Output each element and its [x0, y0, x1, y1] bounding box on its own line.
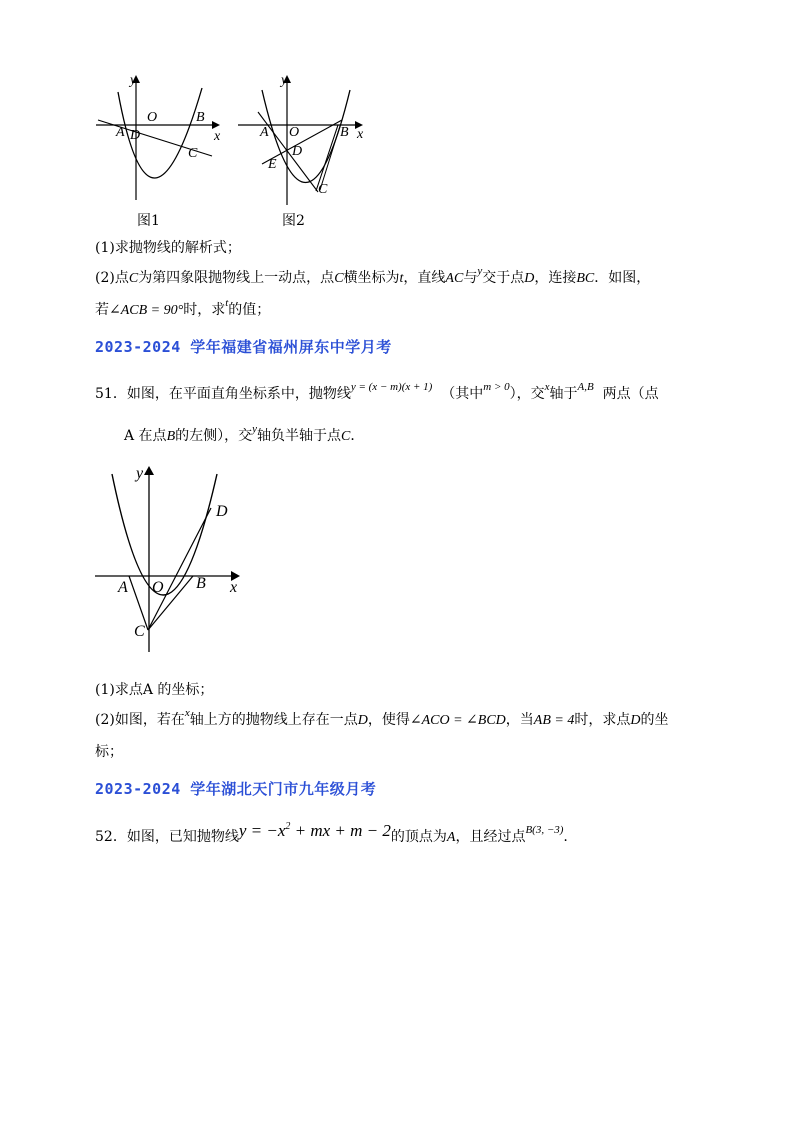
- fig3-label-O: O: [152, 579, 164, 596]
- source-heading-1: 2023-2024 学年福建省福州屏东中学月考: [95, 338, 392, 356]
- p51-question-2-line-2: 标；: [95, 744, 123, 760]
- fig3-label-D: D: [216, 503, 228, 520]
- p51-line-1: 51．如图，在平面直角坐标系中，抛物线$^{y = (x - m)(x + 1)}$ （其中$^{m > 0}$），交$^x$轴于$^{A,B}$ 两点（点: [95, 381, 659, 402]
- fig2-label-E: E: [268, 157, 277, 172]
- p50-question-1: (1)求抛物线的解析式；: [95, 240, 241, 256]
- figure-1: [90, 70, 240, 230]
- fig3-label-A: A: [118, 579, 128, 596]
- fig3-label-x: x: [230, 579, 238, 596]
- fig2-label-C: C: [318, 182, 328, 197]
- fig1-label-O: O: [147, 110, 158, 125]
- fig2-label-O: O: [289, 125, 300, 140]
- fig2-label-B: B: [340, 125, 349, 140]
- figure-2-caption: 图2: [282, 213, 305, 229]
- p51-question-2-line-1: (2)如图，若在$^x$轴上方的抛物线上存在一点D，使得∠ACO = ∠BCD，当AB = 4时，求点D的坐: [95, 707, 669, 728]
- fig2-label-x: x: [357, 127, 364, 142]
- fig1-label-x: x: [214, 129, 221, 144]
- fig3-label-y: y: [136, 465, 144, 482]
- source-heading-2: 2023-2024 学年湖北天门市九年级月考: [95, 780, 377, 798]
- p52-line-1: 52．如图，已知抛物线$y = -x^2$ + mx + m − 2的顶点为A，且经过点$^{B(3, -3)}$.: [95, 821, 568, 845]
- fig1-label-C: C: [188, 146, 198, 161]
- p50-question-2-line-1: (2)点C为第四象限抛物线上一动点，点C横坐标为t，直线AC与$^y$交于点D，连接BC．如图，: [95, 265, 651, 286]
- fig2-label-y: y: [281, 73, 288, 88]
- p51-question-1: (1)求点A 的坐标；: [95, 682, 214, 698]
- figure-2: [232, 70, 382, 230]
- fig2-label-A: A: [260, 125, 269, 140]
- figure-3: [90, 460, 250, 660]
- fig2-label-D: D: [292, 144, 303, 159]
- figure-1-caption: 图1: [137, 213, 160, 229]
- fig1-label-y: y: [130, 73, 137, 88]
- fig1-label-D: D: [130, 128, 141, 143]
- fig1-label-A: A: [116, 125, 125, 140]
- fig3-label-C: C: [134, 623, 145, 640]
- fig3-label-B: B: [196, 575, 206, 592]
- fig1-label-B: B: [196, 110, 205, 125]
- p50-question-2-line-2: 若∠ACB = 90°时，求$^t$的值；: [95, 297, 271, 318]
- p51-line-2: A 在点B的左侧），交$^y$轴负半轴于点C．: [124, 423, 365, 444]
